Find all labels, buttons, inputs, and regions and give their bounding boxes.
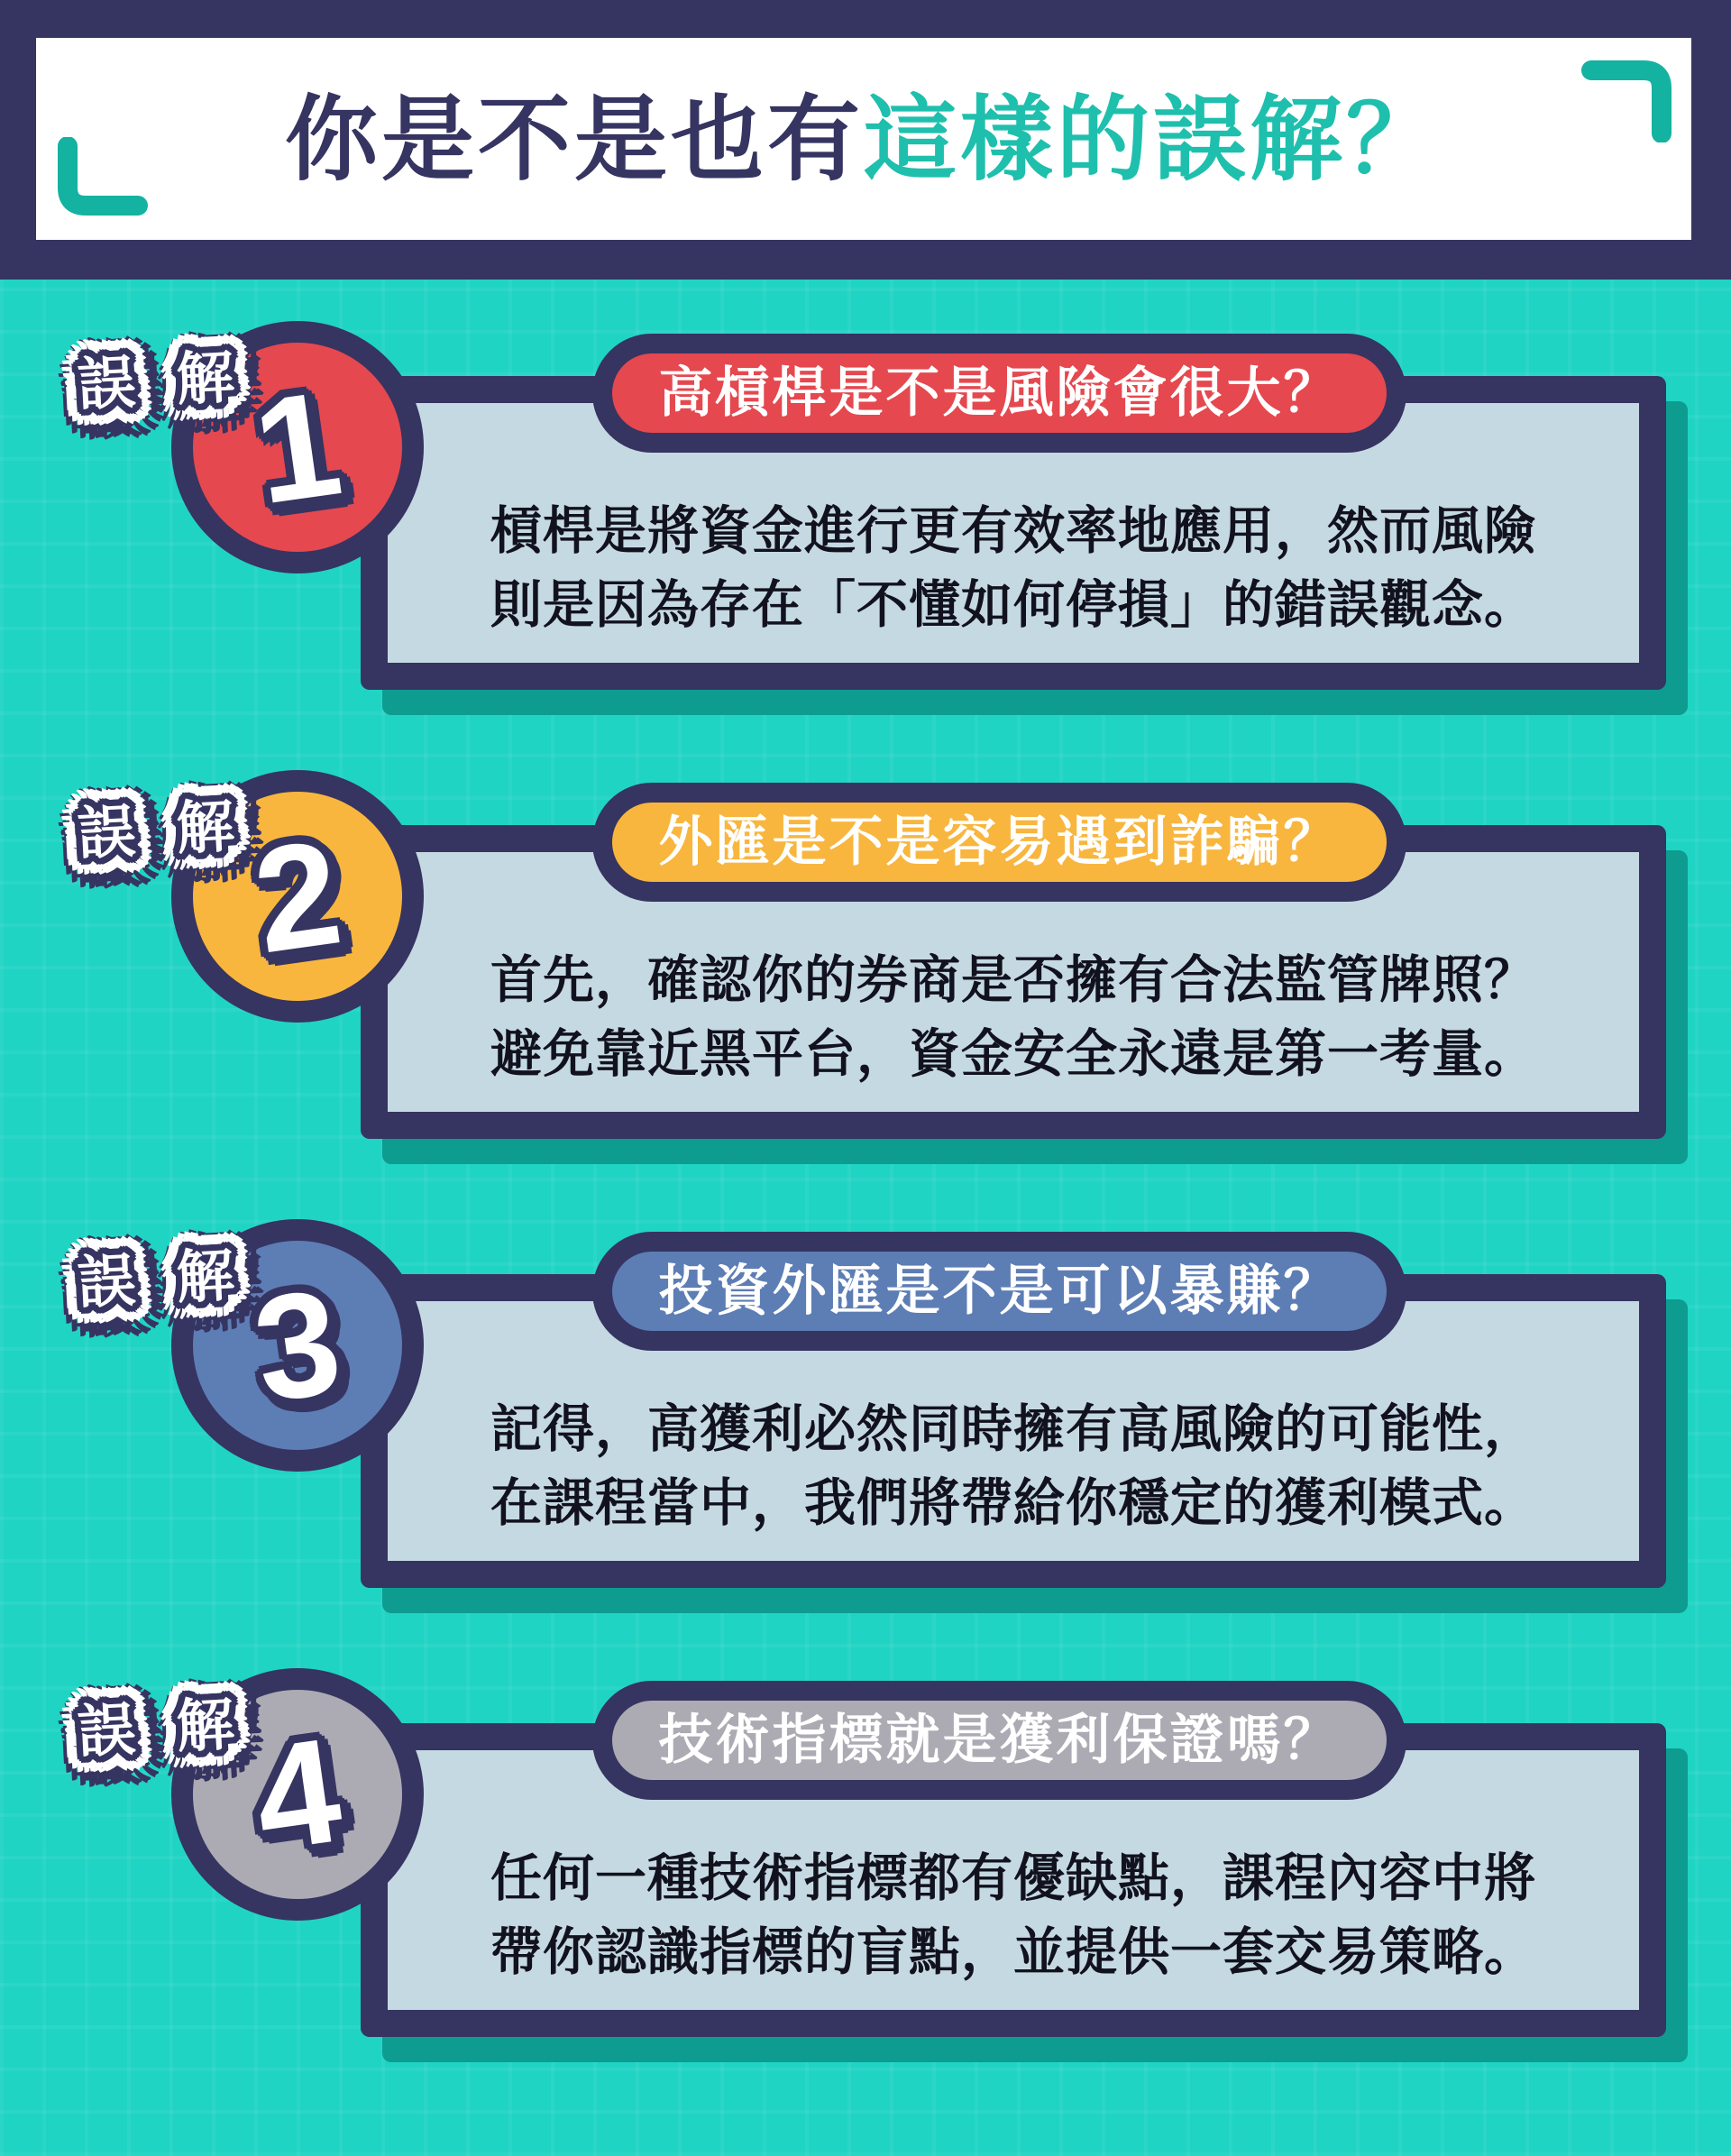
answer-line-1: 槓桿是將資金進行更有效率地應用，然而風險 (490, 501, 1536, 560)
misconception-label: 誤 解 (76, 344, 249, 417)
answer-text (388, 453, 1639, 683)
answer-line-2: 帶你認識指標的盲點，並提供一套交易策略。 (490, 1922, 1536, 1981)
misconception-label: 誤 解 (76, 793, 249, 867)
page-title (285, 87, 1442, 191)
misconception-label: 誤 解 (76, 1691, 249, 1765)
question-pill-label: 高槓桿是不是風險會很大？ (658, 362, 1341, 423)
answer-line-1: 任何一種技術指標都有優缺點，課程內容中將 (490, 1849, 1536, 1907)
answer-text (388, 1351, 1639, 1581)
question-pill-label: 技術指標就是獲利保證嗎？ (658, 1710, 1341, 1770)
question-pill (592, 783, 1406, 902)
page-title-part2: 這樣的誤解？ (864, 87, 1442, 191)
answer-text (388, 1800, 1639, 2030)
misconception-section (0, 1654, 1731, 2103)
corner-bracket-top-right-icon (1580, 58, 1673, 142)
question-pill (592, 1681, 1406, 1800)
answer-line-1: 首先，確認你的券商是否擁有合法監管牌照？ (490, 950, 1536, 1009)
question-pill-label: 投資外匯是不是可以暴賺？ (658, 1261, 1341, 1321)
header-card (36, 38, 1691, 240)
question-pill (592, 334, 1406, 453)
answer-text (388, 902, 1639, 1132)
question-pill-label: 外匯是不是容易遇到詐騙？ (658, 812, 1341, 872)
number-badge-value: 3 (244, 1257, 351, 1433)
misconception-label: 誤 解 (76, 1242, 249, 1316)
number-badge-value: 1 (244, 359, 351, 535)
corner-bracket-bottom-left-icon (56, 137, 150, 222)
number-badge-value: 4 (244, 1706, 351, 1882)
number-badge-value: 2 (244, 808, 351, 984)
page-title-part1: 你是不是也有 (285, 87, 864, 191)
misconception-section (0, 756, 1731, 1205)
answer-line-2: 則是因為存在「不懂如何停損」的錯誤觀念。 (490, 575, 1536, 634)
answer-line-2: 在課程當中，我們將帶給你穩定的獲利模式。 (490, 1473, 1536, 1532)
misconception-section (0, 307, 1731, 756)
question-pill (592, 1232, 1406, 1351)
answer-line-2: 避免靠近黑平台，資金安全永遠是第一考量。 (490, 1024, 1536, 1083)
misconception-section (0, 1205, 1731, 1654)
answer-line-1: 記得，高獲利必然同時擁有高風險的可能性， (490, 1399, 1536, 1458)
